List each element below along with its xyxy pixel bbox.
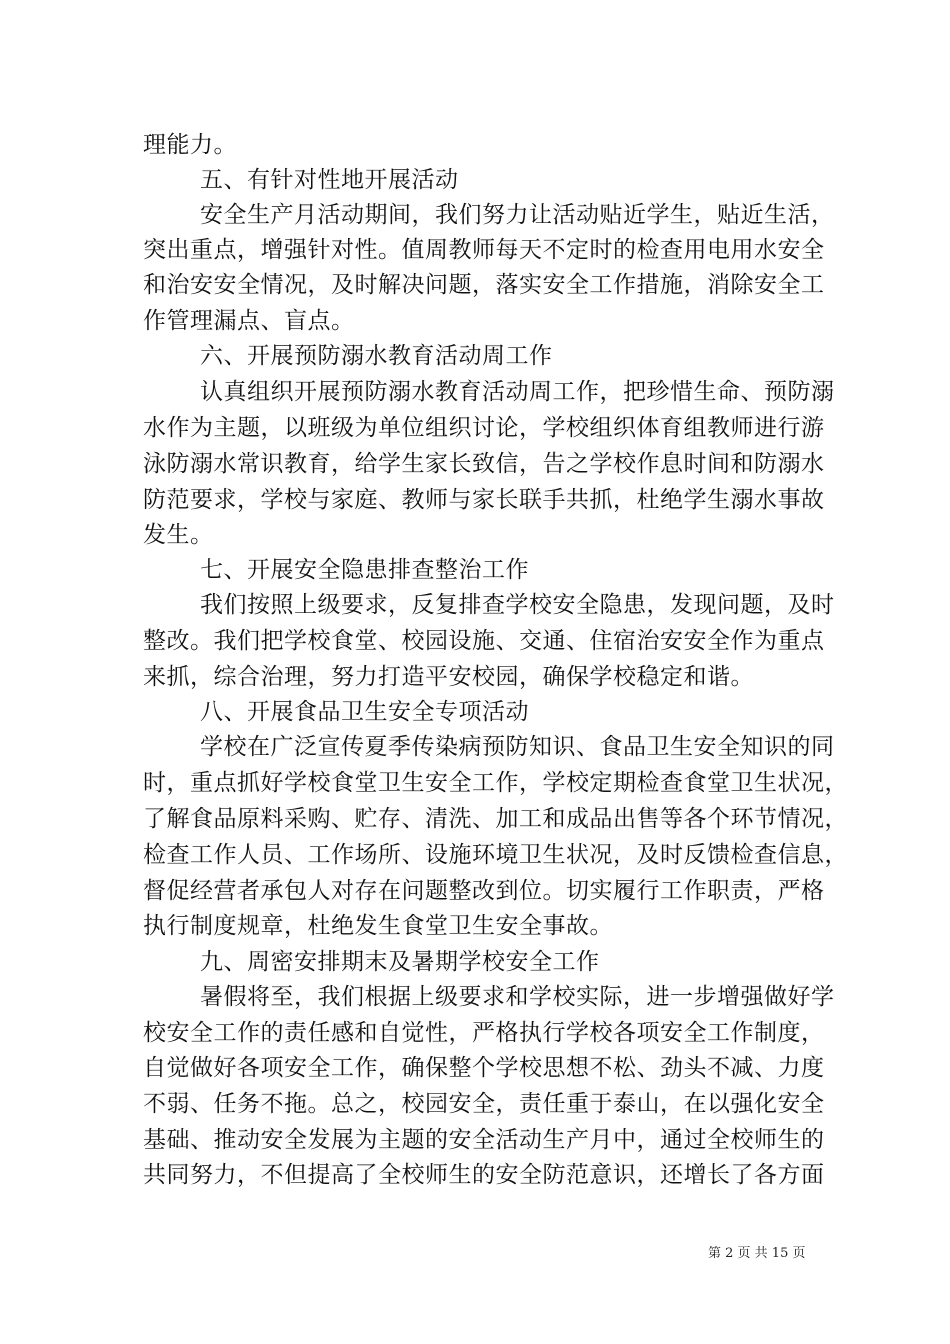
text-line: 检查工作人员、工作场所、设施环境卫生状况，及时反馈检查信息， — [143, 842, 848, 868]
page-number-footer: 第 2 页 共 15 页 — [708, 1246, 806, 1261]
text-line: 安全生产月活动期间，我们努力让活动贴近学生，贴近生活， — [200, 202, 835, 228]
text-line: 基础、推动安全发展为主题的安全活动生产月中，通过全校师生的 — [143, 1127, 825, 1153]
text-line: 共同努力，不但提高了全校师生的安全防范意识，还增长了各方面 — [143, 1162, 825, 1188]
text-line: 理能力。 — [143, 132, 237, 158]
text-line: 五、有针对性地开展活动 — [200, 167, 459, 193]
text-line: 自觉做好各项安全工作，确保整个学校思想不松、劲头不减、力度 — [143, 1055, 825, 1081]
text-line: 了解食品原料采购、贮存、清洗、加工和成品出售等各个环节情况， — [143, 806, 848, 832]
text-line: 七、开展安全隐患排查整治工作 — [200, 557, 529, 583]
text-line: 我们按照上级要求，反复排查学校安全隐患，发现问题，及时 — [200, 592, 835, 618]
text-line: 突出重点，增强针对性。值周教师每天不定时的检查用电用水安全 — [143, 237, 825, 263]
text-line: 暑假将至，我们根据上级要求和学校实际，进一步增强做好学 — [200, 984, 835, 1010]
text-line: 水作为主题，以班级为单位组织讨论，学校组织体育组教师进行游 — [143, 415, 825, 441]
text-line: 作管理漏点、盲点。 — [143, 308, 355, 334]
text-line: 学校在广泛宣传夏季传染病预防知识、食品卫生安全知识的同 — [200, 734, 835, 760]
text-line: 泳防溺水常识教育，给学生家长致信，告之学校作息时间和防溺水 — [143, 451, 825, 477]
text-line: 和治安安全情况，及时解决问题，落实安全工作措施，消除安全工 — [143, 272, 825, 298]
text-line: 认真组织开展预防溺水教育活动周工作，把珍惜生命、预防溺 — [200, 379, 835, 405]
text-line: 督促经营者承包人对存在问题整改到位。切实履行工作职责，严格 — [143, 878, 825, 904]
text-line: 发生。 — [143, 522, 214, 548]
text-line: 校安全工作的责任感和自觉性，严格执行学校各项安全工作制度， — [143, 1020, 825, 1046]
text-line: 时，重点抓好学校食堂卫生安全工作，学校定期检查食堂卫生状况， — [143, 770, 848, 796]
text-line: 六、开展预防溺水教育活动周工作 — [200, 343, 553, 369]
text-line: 九、周密安排期末及暑期学校安全工作 — [200, 949, 600, 975]
text-line: 来抓，综合治理，努力打造平安校园，确保学校稳定和谐。 — [143, 664, 754, 690]
text-line: 不弱、任务不拖。总之，校园安全，责任重于泰山，在以强化安全 — [143, 1091, 825, 1117]
text-line: 整改。我们把学校食堂、校园设施、交通、住宿治安安全作为重点 — [143, 628, 825, 654]
text-line: 执行制度规章，杜绝发生食堂卫生安全事故。 — [143, 913, 613, 939]
text-line: 八、开展食品卫生安全专项活动 — [200, 699, 529, 725]
text-line: 防范要求，学校与家庭、教师与家长联手共抓，杜绝学生溺水事故 — [143, 487, 825, 513]
